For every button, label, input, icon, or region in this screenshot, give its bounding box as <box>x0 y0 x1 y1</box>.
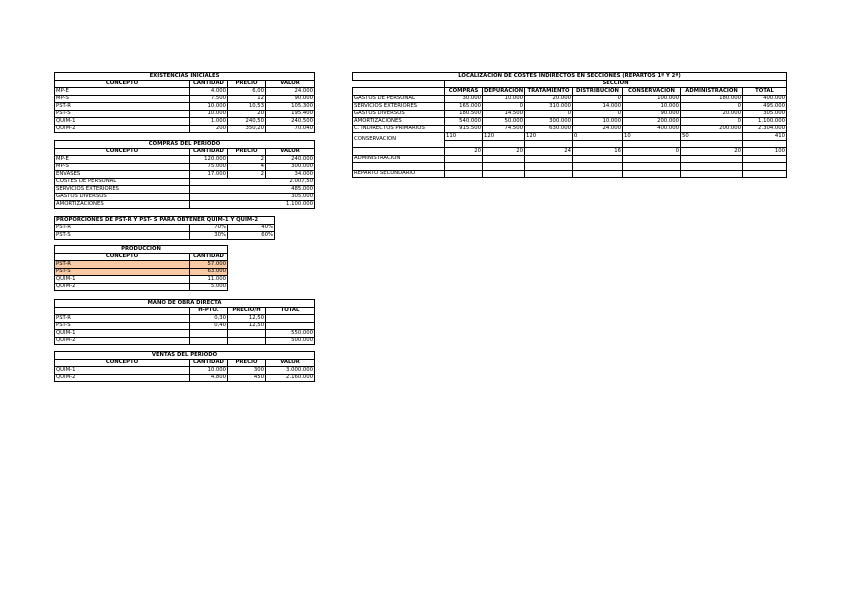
ventas-header: CANTIDAD <box>190 359 228 367</box>
cell: PST-S <box>55 268 190 276</box>
cell: 50 <box>681 133 743 141</box>
cell: 305.000 <box>190 193 315 201</box>
table-row <box>55 95 315 103</box>
cell: 90.000 <box>623 110 681 118</box>
table-row <box>55 178 315 186</box>
table-row <box>353 95 787 103</box>
cell: PST-R <box>55 103 190 111</box>
table-row <box>55 156 315 164</box>
cell: 20 <box>228 110 266 118</box>
cell: 20 <box>681 148 743 156</box>
table-row <box>55 118 315 126</box>
table-row <box>353 125 787 133</box>
cell: 180.000 <box>681 95 743 103</box>
cell: 74.500 <box>483 125 525 133</box>
cell: AMORTIZACIONES <box>55 201 190 209</box>
table-row <box>55 276 228 284</box>
cell: 10,53 <box>228 103 266 111</box>
ventas-header: VALOR <box>266 359 315 367</box>
conservacion-label: CONSERVACION <box>353 133 445 148</box>
cell: 70.040 <box>266 125 315 133</box>
table-row <box>55 330 315 338</box>
existencias-header: VALOR <box>266 80 315 88</box>
cell: 10.000 <box>190 103 228 111</box>
table-row <box>353 155 787 163</box>
cell <box>266 322 315 330</box>
cell: 0 <box>681 118 743 126</box>
cell: 12,50 <box>228 322 266 330</box>
cell: 300.000 <box>525 118 573 126</box>
cell: 4.000 <box>190 88 228 96</box>
localizacion-header: COMPRAS <box>445 88 483 96</box>
mano-obra-header: TOTAL <box>266 307 315 315</box>
cell: 0 <box>623 148 681 156</box>
table-row <box>55 125 315 133</box>
table-row <box>353 170 787 178</box>
cell: 24.000 <box>266 88 315 96</box>
cell: 10.000 <box>483 95 525 103</box>
existencias-header: CANTIDAD <box>190 80 228 88</box>
cell: 0 <box>525 110 573 118</box>
cell: QUIM-2 <box>55 337 190 345</box>
cell: 24.000 <box>573 125 623 133</box>
table-row <box>55 171 315 179</box>
cell: 5.000 <box>190 283 228 291</box>
ventas-header: PRECIO <box>228 359 266 367</box>
cell <box>190 330 228 338</box>
cell: QUIM-1 <box>55 276 190 284</box>
cell: 105.300 <box>266 103 315 111</box>
cell: 17.000 <box>190 171 228 179</box>
cell: 0 <box>573 110 623 118</box>
cell: 120 <box>483 133 525 141</box>
localizacion-header: CONSERVACION <box>623 88 681 96</box>
existencias-header: PRECIO <box>228 80 266 88</box>
cell: 240,50 <box>228 118 266 126</box>
cell: 110 <box>445 133 483 141</box>
table-row <box>353 148 787 156</box>
cell: 57.000 <box>190 261 228 269</box>
cell: 630.000 <box>525 125 573 133</box>
cell: 400.000 <box>623 125 681 133</box>
table-row <box>55 186 315 194</box>
cell: 7.500 <box>190 95 228 103</box>
cell: 4.800 <box>190 374 228 382</box>
table-row <box>55 193 315 201</box>
cell: 16 <box>573 148 623 156</box>
table-row <box>55 201 315 209</box>
cell: 120.000 <box>190 156 228 164</box>
cell: 180.500 <box>445 110 483 118</box>
cell: 1.000 <box>190 118 228 126</box>
cell: 10.000 <box>190 110 228 118</box>
cell: 12 <box>228 95 266 103</box>
cell: 400.000 <box>743 95 787 103</box>
cell: 200.000 <box>681 125 743 133</box>
cell: 24 <box>525 148 573 156</box>
cell: SERVICIOS EXTERIORES <box>55 186 190 194</box>
cell: QUIM-2 <box>55 374 190 382</box>
cell: 0 <box>573 133 623 141</box>
cell: 60% <box>228 232 275 240</box>
table-row <box>55 315 315 323</box>
table-row <box>353 103 787 111</box>
cell: 410 <box>743 133 787 141</box>
compras-header: CONCEPTO <box>55 148 190 156</box>
compras-header: CANTIDAD <box>190 148 228 156</box>
produccion-header: CANTIDAD <box>190 253 228 261</box>
cell: ENVASES <box>55 171 190 179</box>
table-row <box>55 268 228 276</box>
cell: QUIM-2 <box>55 283 190 291</box>
table-row <box>353 163 787 171</box>
localizacion-table <box>352 72 787 178</box>
cell: 240.500 <box>266 118 315 126</box>
compras-table <box>54 140 315 209</box>
table-row <box>353 118 787 126</box>
table-row <box>55 88 315 96</box>
localizacion-header: DEPURACION <box>484 87 524 94</box>
cell: 100 <box>743 148 787 156</box>
cell: PST-R <box>55 224 190 232</box>
cell: 75.000 <box>190 163 228 171</box>
cell: 310.000 <box>525 103 573 111</box>
cell: 30% <box>190 232 228 240</box>
table-row <box>353 110 787 118</box>
cell: 1.100.000 <box>190 201 315 209</box>
cell: 10 <box>623 133 681 141</box>
mano-obra-header: H-PTO. <box>190 307 228 315</box>
cell: 2.304.000 <box>743 125 787 133</box>
cell: QUIM-1 <box>55 367 190 375</box>
cell: 34.000 <box>266 171 315 179</box>
proporciones-table <box>54 216 275 240</box>
localizacion-header: DISTRIBUCION <box>573 88 623 96</box>
table-row <box>55 322 315 330</box>
cell: PST-S <box>55 322 190 330</box>
cell: 10.000 <box>190 367 228 375</box>
mano-obra-table <box>54 299 315 345</box>
table-row <box>55 367 315 375</box>
cell: MP-S <box>55 95 190 103</box>
table-row <box>55 224 275 232</box>
compras-header: PRECIO <box>228 148 266 156</box>
cell: 100.000 <box>623 95 681 103</box>
table-row <box>55 110 315 118</box>
localizacion-header: ADMINISTRACION <box>681 88 743 96</box>
cell <box>266 315 315 323</box>
cell: 12,50 <box>228 315 266 323</box>
cell <box>228 330 266 338</box>
cell: QUIM-2 <box>55 125 190 133</box>
cell: 4 <box>228 163 266 171</box>
cell: QUIM-1 <box>55 330 190 338</box>
cell: 350,20 <box>228 125 266 133</box>
cell: MP-S <box>55 163 190 171</box>
cell: 50.000 <box>483 118 525 126</box>
cell: 540.000 <box>445 118 483 126</box>
cell: 485.000 <box>190 186 315 194</box>
table-row <box>55 261 228 269</box>
cell: 2 <box>228 171 266 179</box>
produccion-header: CONCEPTO <box>55 253 190 261</box>
cell: PST-R <box>55 261 190 269</box>
cell: 500.000 <box>266 337 315 345</box>
cell: SERVICIOS EXTERIORES <box>353 103 445 111</box>
cell: 0 <box>483 103 525 111</box>
cell: PST-S <box>55 232 190 240</box>
table-row <box>55 283 228 291</box>
cell: 2 <box>228 156 266 164</box>
localizacion-title: LOCALIZACION DE COSTES INDIRECTOS EN SECCIONES (REPARTOS 1º Y 2º) <box>353 73 787 81</box>
cell: 0,30 <box>190 315 228 323</box>
existencias-header: CONCEPTO <box>55 80 190 88</box>
ventas-table <box>54 351 315 382</box>
cell: GASTOS DE PERSONAL <box>353 95 445 103</box>
cell: 70% <box>190 224 228 232</box>
cell: 14.000 <box>573 103 623 111</box>
cell: 120 <box>525 133 573 141</box>
cell: 10.000 <box>623 103 681 111</box>
reparto-label: REPARTO SECUNDARIO <box>353 170 445 178</box>
table-row <box>55 374 315 382</box>
cell: 1.100.000 <box>743 118 787 126</box>
mano-obra-header <box>55 307 190 315</box>
localizacion-header: TRATAMIENTO <box>525 88 573 96</box>
cell: 165.000 <box>445 103 483 111</box>
cell: PST-R <box>55 315 190 323</box>
cell: 6,00 <box>228 88 266 96</box>
administracion-label: ADMINISTRACION <box>353 155 445 163</box>
cell: 200 <box>190 125 228 133</box>
cell: PST-S <box>55 110 190 118</box>
cell: 200.000 <box>623 118 681 126</box>
proporciones-title: PROPORCIONES DE PST-R Y PST- S PARA OBTENER QUIM-1 Y QUIM-2 <box>55 217 275 225</box>
cell: 305.000 <box>743 110 787 118</box>
cell: 20.000 <box>525 95 573 103</box>
ventas-header: CONCEPTO <box>55 359 190 367</box>
table-row <box>55 232 275 240</box>
cell: 915.500 <box>445 125 483 133</box>
compras-header: VALOR <box>266 148 315 156</box>
cell: 0,40 <box>190 322 228 330</box>
cell: COSTES DE PERSONAL <box>55 178 190 186</box>
cell: 30.000 <box>445 95 483 103</box>
table-row <box>55 337 315 345</box>
cell: 495.000 <box>743 103 787 111</box>
cell: 0 <box>573 95 623 103</box>
cell: QUIM-1 <box>55 118 190 126</box>
cell <box>190 337 228 345</box>
cell: MP-E <box>55 156 190 164</box>
cell: 195.400 <box>266 110 315 118</box>
cell: GASTOS DIVERSOS <box>55 193 190 201</box>
cell: 3.000.000 <box>266 367 315 375</box>
mano-obra-header: PRECIO/H <box>228 307 266 315</box>
cell: 20 <box>483 148 525 156</box>
table-row <box>353 133 787 141</box>
ventas-title: VENTAS DEL PERIODO <box>55 352 315 360</box>
cell: GASTOS DIVERSOS <box>353 110 445 118</box>
cell: 2.160.000 <box>266 374 315 382</box>
mano-obra-title: MANO DE OBRA DIRECTA <box>55 300 315 308</box>
cell: 20.000 <box>681 110 743 118</box>
cell: 10.000 <box>573 118 623 126</box>
cell: AMORTIZACIONES <box>353 118 445 126</box>
cell: 300 <box>228 367 266 375</box>
produccion-table <box>54 245 228 291</box>
cell: 300.000 <box>266 163 315 171</box>
table-row <box>55 163 315 171</box>
cell <box>228 337 266 345</box>
cell: 2.007,50 <box>190 178 315 186</box>
cell: 450 <box>228 374 266 382</box>
existencias-title: EXISTENCIAS INICIALES <box>55 73 315 81</box>
compras-title: COMPRAS DEL PERIODO <box>55 141 315 149</box>
section-label: SECCION <box>445 80 787 88</box>
cell: 0 <box>681 103 743 111</box>
table-row <box>55 103 315 111</box>
cell: MP-E <box>55 88 190 96</box>
cell: 90.000 <box>266 95 315 103</box>
cell: 550.000 <box>266 330 315 338</box>
existencias-table <box>54 72 315 133</box>
localizacion-header: TOTAL <box>743 88 787 96</box>
cell: 20 <box>445 148 483 156</box>
cell: C. INDIRECTOS PRIMARIOS <box>353 125 445 133</box>
cell: 63.000 <box>190 268 228 276</box>
cell: 14.500 <box>483 110 525 118</box>
cell: 240.000 <box>266 156 315 164</box>
cell: 11.000 <box>190 276 228 284</box>
cell: 40% <box>228 224 275 232</box>
produccion-title: PRODUCCION <box>55 246 228 254</box>
